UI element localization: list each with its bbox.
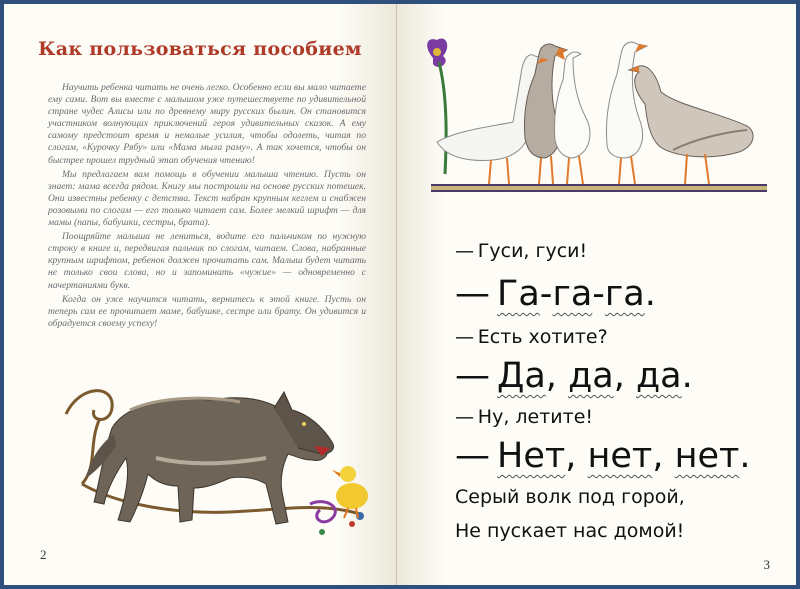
line-end: . xyxy=(739,436,751,476)
syllable: га xyxy=(552,274,593,314)
rhyme-line-3 xyxy=(455,326,608,348)
geese-illustration xyxy=(417,34,777,204)
dash: — xyxy=(455,326,474,348)
page-number: 2 xyxy=(40,547,47,562)
right-page xyxy=(397,4,796,585)
line-end: . xyxy=(644,274,656,314)
paragraph: Поощряйте малыша не лениться, водите его пальчиком по нужную строку в книге и, передвигая пальчик по слогам, читаем. Слова, набранные крупным шрифтом, ребенок должен прочитать сам. Малыш будет читать не только свои слова, но и запоминать «чужие» — одновременно с начертаниями букв. xyxy=(48,231,366,291)
instruction-text xyxy=(48,82,366,332)
rhyme-line-8 xyxy=(455,520,684,542)
syllable: Нет xyxy=(497,436,566,476)
syllable: га xyxy=(604,274,645,314)
dash: — xyxy=(455,240,474,262)
syllable: Да xyxy=(497,356,546,396)
line-text: Есть хотите? xyxy=(477,326,608,348)
rhyme-line-7 xyxy=(455,486,685,508)
line-text: Серый волк под горой, xyxy=(455,486,685,508)
rhyme-line-4 xyxy=(455,356,693,396)
paragraph: Мы предлагаем вам помощь в обучении малыша чтению. Пусть он знает: мама всегда рядом. Книгу мы построили на основе русских потешек. Они известны ребенку с детства. Текст набран крупным кеглем и снабжен розовыми по слогам — его только читает сам. Более мелкий шрифт — для мамы (папы, бабушки, сестры, брата). xyxy=(48,168,366,229)
line-text: Гуси, гуси! xyxy=(477,240,588,262)
separator: , xyxy=(613,356,636,396)
line-text: Не пускает нас домой! xyxy=(455,520,685,542)
separator: - xyxy=(592,274,605,314)
separator: - xyxy=(539,274,553,314)
separator: , xyxy=(545,356,569,396)
syllable: нет xyxy=(674,436,740,476)
page-number: 3 xyxy=(763,557,770,572)
dash: — xyxy=(455,436,490,476)
left-page xyxy=(4,4,397,585)
page-heading: Как пользоваться пособием xyxy=(38,38,362,60)
line-end: . xyxy=(681,356,693,396)
line-text: Ну, летите! xyxy=(477,406,594,428)
separator: , xyxy=(652,436,675,476)
wolf-illustration xyxy=(60,374,390,554)
paragraph: Научить ребенка читать не очень легко. Особенно если вы мало читаете ему сами. Вот вы вместе с малышом уже путешествуете по удивительной стране чудес Алисы или по древнему миру русских былин. Он становится участником волнующих приключений героя удивительных сказок. А ему самому предстоит время и немалые усилия, чтобы одолеть, читая по слогам, «Курочку Рябу» или «Мама мыла раму». А так хочется, чтобы он быстрее прошел трудный этап обучения чтению! xyxy=(48,82,366,166)
dash: — xyxy=(455,406,474,428)
dash: — xyxy=(455,356,490,396)
rhyme-line-5 xyxy=(455,406,593,428)
rhyme-line-2 xyxy=(455,274,656,314)
dash: — xyxy=(455,274,490,314)
paragraph: Когда он уже научится читать, вернитесь к этой книге. Пусть он теперь сам ее прочитает маме, бабушке, сестре или брату. Он удивится и обрадуется своему успеху! xyxy=(48,293,366,329)
syllable: да xyxy=(568,356,614,396)
syllable: да xyxy=(635,356,682,396)
rhyme-line-6 xyxy=(455,436,751,476)
rhyme-line-1 xyxy=(455,240,587,262)
syllable: нет xyxy=(587,436,653,476)
separator: , xyxy=(565,436,588,476)
syllable: Га xyxy=(497,274,540,314)
